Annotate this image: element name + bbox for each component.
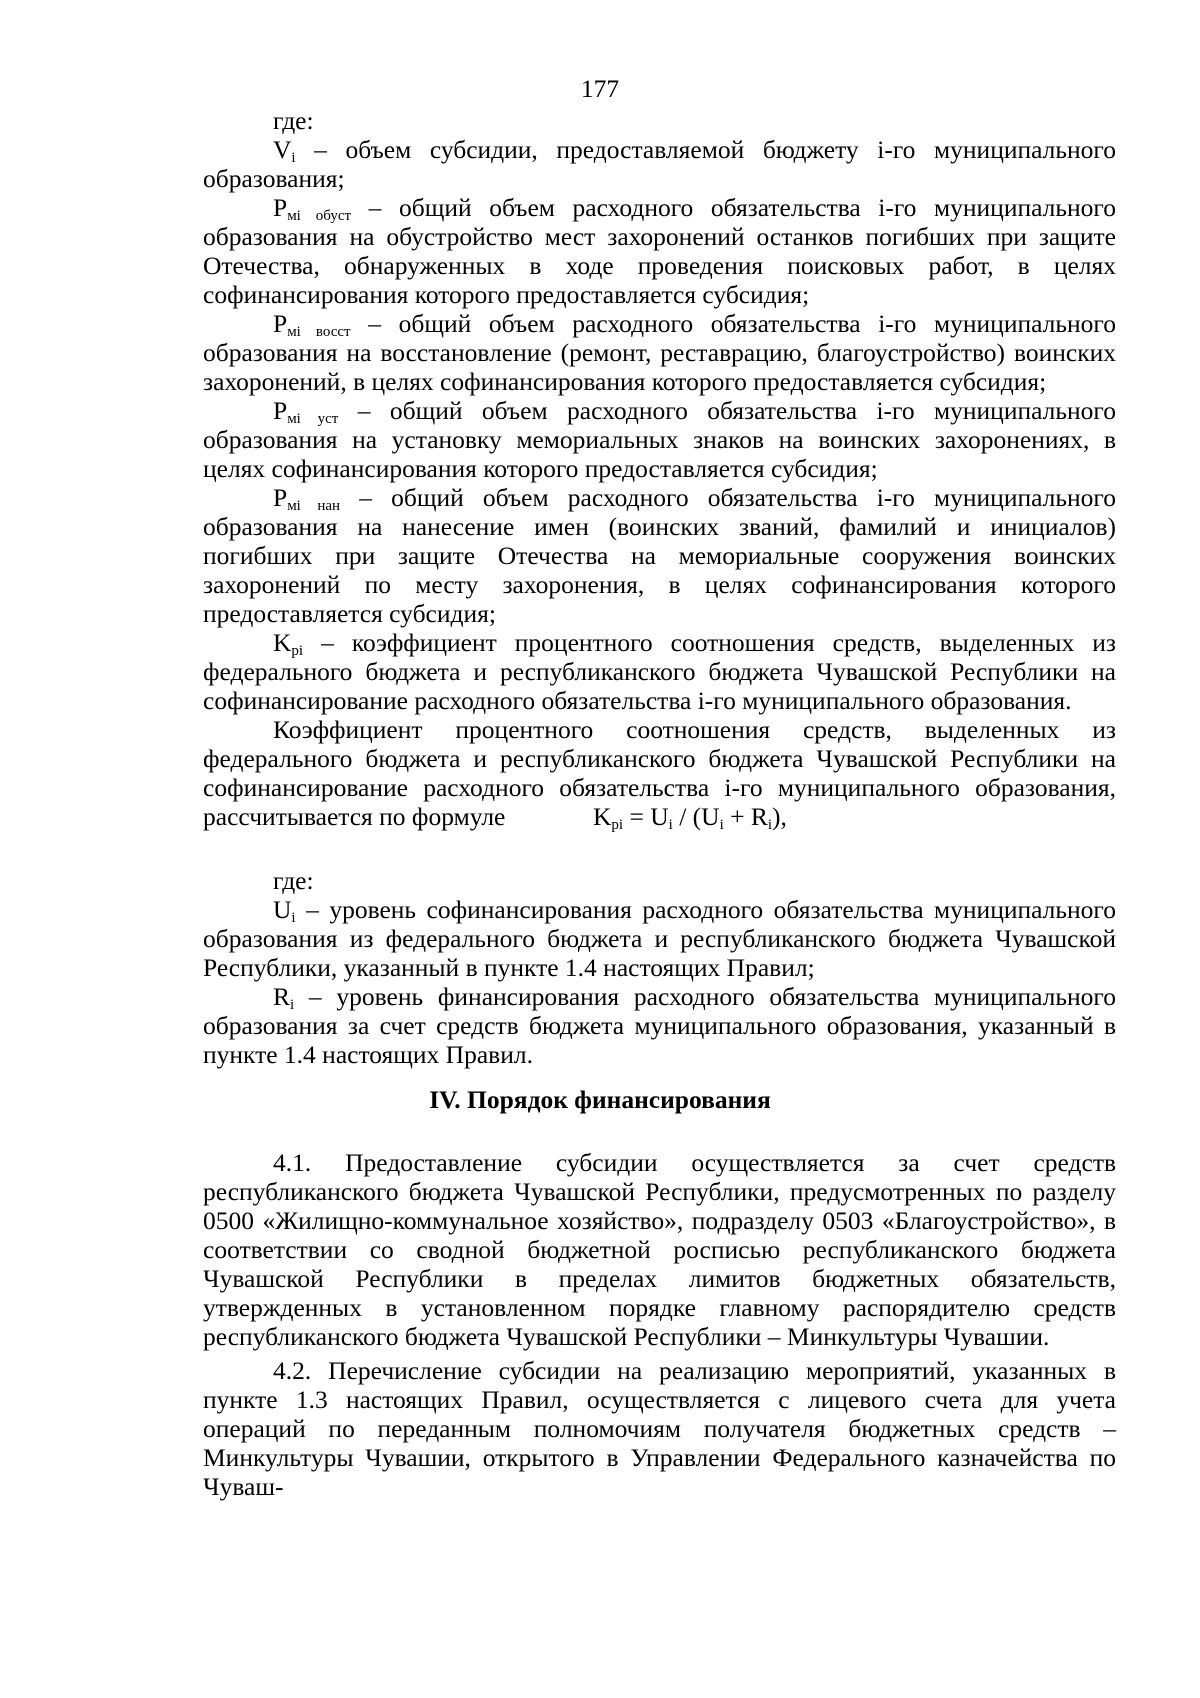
definition-r: $R_i$ – уровень финансирования расходного обязательства муниципального образования за счет средств бюджета муниципального образования, указанный в пункте 1.4 настоящих Правил. xyxy=(203,982,1116,1069)
where-label-2: где: xyxy=(273,866,314,895)
section-heading: IV. Порядок финансирования xyxy=(429,1085,771,1114)
definition-u: $U_i$ – уровень софинансирования расходного обязательства муниципального образования из федерального бюджета и республиканского бюджета Чувашской Республики, указанный в пункте 1.4 настоящих Правил; xyxy=(203,895,1116,982)
definition-k: $K_{pi}$ – коэффициент процентного соотношения средств, выделенных из федерального бюджета и республиканского бюджета Чувашской Республики на софинансирование расходного обязательства i-го муниципального образования. xyxy=(203,628,1116,715)
definition-p-ust: $P_{мi уст}$ – общий объем расходного обязательства i-го муниципального образования на установку мемориальных знаков на воинских захоронениях, в целях софинансирования которого предоставляется субсидия; xyxy=(203,396,1116,483)
paragraph-4-2: 4.2. Перечисление субсидии на реализацию мероприятий, указанных в пункте 1.3 настоящих Правил, осуществляется с лицевого счета для учета операций по переданным полномочиям получателя бюджетных средств – Минкультуры Чувашии, открытого в Управлении Федерального казначейства по Чуваш- xyxy=(203,1356,1116,1501)
coefficient-paragraph: Коэффициент процентного соотношения средств, выделенных из федерального бюджета и республиканского бюджета Чувашской Республики на софинансирование расходного обязательства i-го муниципального образования, рассчитывается по формуле xyxy=(203,715,1116,831)
formula: $K_{pi} = U_i / (U_i + R_i)$, xyxy=(593,802,787,833)
definition-p-vosst: $P_{мi восст}$ – общий объем расходного обязательства i-го муниципального образования на восстановление (ремонт, реставрацию, благоустройство) воинских захоронений, в целях софинансирования которого предоставляется субсидия; xyxy=(203,309,1116,396)
definition-p-obust: $P_{мi обуст}$ – общий объем расходного обязательства i-го муниципального образования на обустройство мест захоронений останков погибших при защите Отечества, обнаруженных в ходе проведения поисковых работ, в целях софинансирования которого предоставляется субсидия; xyxy=(203,193,1116,309)
where-label: где: xyxy=(273,106,314,135)
paragraph-4-1: 4.1. Предоставление субсидии осуществляется за счет средств республиканского бюджета Чувашской Республики, предусмотренных по разделу 0500 «Жилищно-коммунальное хозяйство», подразделу 0503 «Благоустройство», в соответствии со сводной бюджетной росписью республиканского бюджета Чувашской Республики в пределах лимитов бюджетных обязательств, утвержденных в установленном порядке главному распорядителю средств республиканского бюджета Чувашской Республики – Минкультуры Чувашии. xyxy=(203,1148,1116,1351)
definition-p-nan: $P_{мi нан}$ – общий объем расходного обязательства i-го муниципального образования на нанесение имен (воинских званий, фамилий и инициалов) погибших при защите Отечества на мемориальные сооружения воинских захоронений по месту захоронения, в целях софинансирования которого предоставляется субсидия; xyxy=(203,483,1116,628)
definition-v: $V_i$ – объем субсидии, предоставляемой бюджету i-го муниципального образования; xyxy=(203,135,1116,193)
page-number: 177 xyxy=(580,74,620,103)
